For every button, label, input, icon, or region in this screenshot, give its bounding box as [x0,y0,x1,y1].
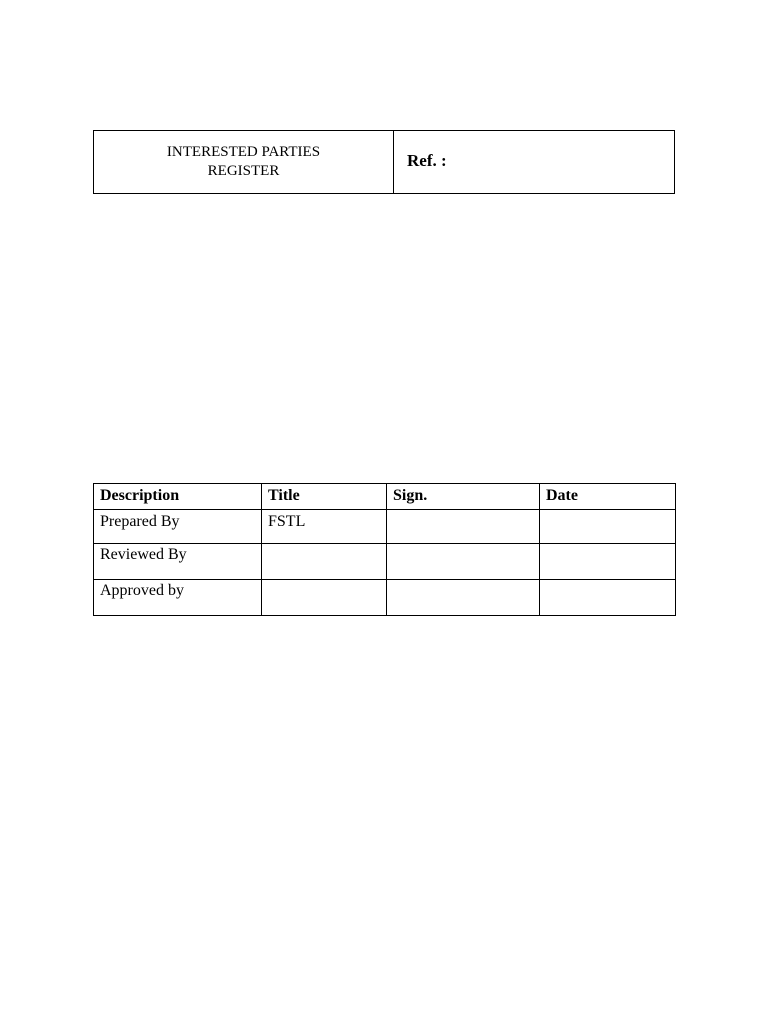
table-header-row [94,484,676,510]
table-row [94,510,676,544]
column-header-date: Date [540,484,676,510]
column-header-description: Description [94,484,262,510]
cell-title: FSTL [262,510,387,544]
cell-sign [387,544,540,580]
cell-date [540,544,676,580]
column-header-sign: Sign. [387,484,540,510]
cell-description: Reviewed By [94,544,262,580]
document-title-line1: INTERESTED PARTIES [166,144,321,160]
document-title [94,131,394,193]
cell-date [540,580,676,616]
document-header [93,130,675,194]
cell-sign [387,510,540,544]
table-row [94,544,676,580]
cell-sign [387,580,540,616]
reference-label: Ref. : [407,151,447,170]
reference-cell [394,131,674,193]
cell-title [262,580,387,616]
column-header-title: Title [262,484,387,510]
document-title-line2: REGISTER [207,163,280,179]
approval-table [93,483,676,616]
cell-description: Prepared By [94,510,262,544]
table-row [94,580,676,616]
cell-date [540,510,676,544]
cell-title [262,544,387,580]
cell-description: Approved by [94,580,262,616]
